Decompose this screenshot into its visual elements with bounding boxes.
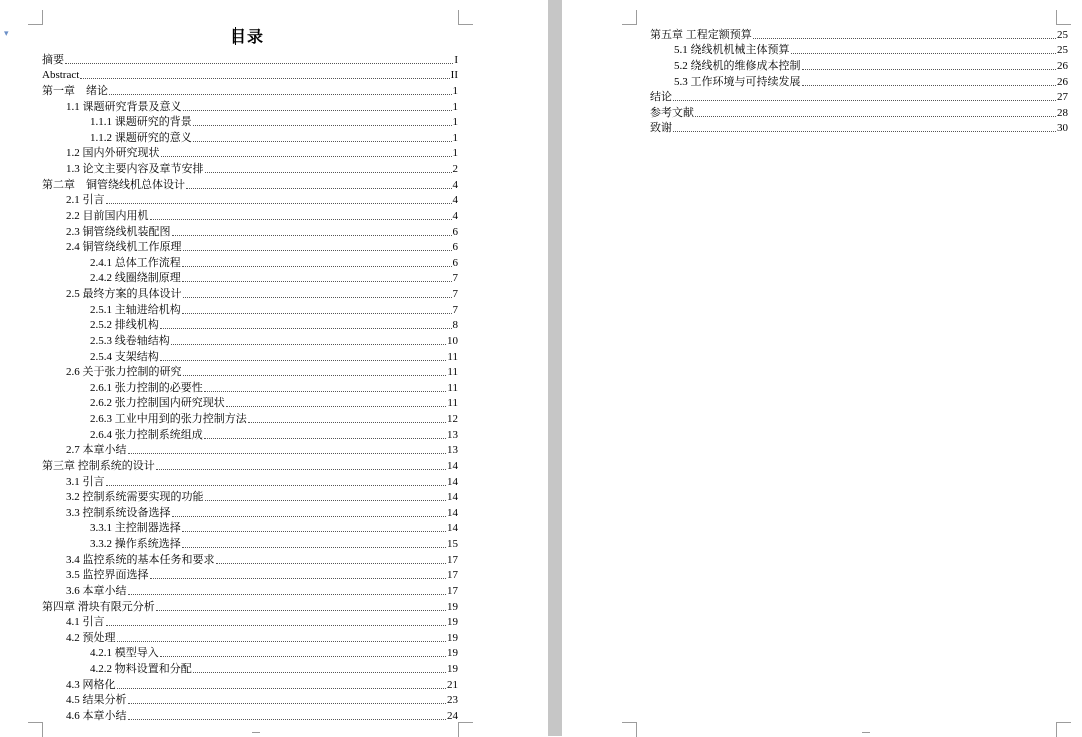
toc-page-number: 11 — [447, 397, 458, 410]
toc-page-number: 19 — [447, 600, 458, 613]
toc-dot-leader — [156, 610, 446, 611]
footer-mark — [862, 732, 870, 737]
toc-page-number: 25 — [1057, 44, 1068, 57]
toc-page-number: 26 — [1057, 59, 1068, 72]
toc-entry-text: 1.1.2 课题研究的意义 — [90, 131, 192, 144]
toc-entry[interactable] — [42, 145, 458, 161]
toc-dot-leader — [193, 125, 452, 126]
toc-entry[interactable] — [42, 114, 458, 130]
toc-entry-text: 2.6.2 张力控制国内研究现状 — [90, 397, 225, 410]
toc-dot-leader — [193, 672, 446, 673]
toc-page-number: 21 — [447, 678, 458, 691]
toc-entry-text: 3.3.2 操作系统选择 — [90, 538, 181, 550]
toc-entry[interactable] — [42, 707, 458, 723]
toc-entry-text: 4.3 网格化 — [66, 678, 116, 691]
toc-page-number: I — [454, 53, 458, 66]
toc-entry[interactable] — [42, 504, 458, 520]
toc-entry-text: 4.1 引言 — [66, 616, 105, 629]
toc-dot-leader — [183, 375, 447, 376]
toc-entry-text: 2.5.4 支架结构 — [90, 350, 159, 363]
toc-entry[interactable] — [42, 442, 458, 458]
toc-dot-leader — [150, 578, 447, 579]
toc-page-number: 19 — [447, 647, 458, 660]
page-corner-mark-top-right — [1056, 10, 1071, 25]
toc-entry[interactable] — [42, 51, 458, 67]
footer-mark — [252, 732, 260, 737]
toc-entry-text: 2.7 本章小结 — [66, 444, 127, 457]
toc-entry-text: 摘要 — [42, 53, 64, 66]
page-corner-mark-bottom-right — [1056, 722, 1071, 737]
toc-page-number: 14 — [447, 491, 458, 504]
toc-dot-leader — [791, 53, 1057, 54]
toc-entry[interactable] — [42, 67, 458, 83]
toc-entry-text: 5.2 绕线机的维修成本控制 — [674, 59, 801, 72]
toc-entry[interactable] — [42, 660, 458, 676]
toc-entry[interactable] — [42, 129, 458, 145]
toc-entry-text: 4.2.2 物料设置和分配 — [90, 663, 192, 675]
page-corner-mark-top-right — [458, 10, 473, 25]
toc-entry-text: 2.4.2 线圈绕制原理 — [90, 272, 181, 285]
toc-list-right — [650, 26, 1068, 135]
toc-entry[interactable] — [42, 520, 458, 536]
page-corner-mark-bottom-left — [28, 722, 43, 737]
toc-dot-leader — [172, 516, 447, 517]
toc-entry-text: 3.5 监控界面选择 — [66, 569, 149, 582]
toc-entry-text: 结论 — [650, 91, 672, 104]
toc-dot-leader — [109, 94, 452, 95]
toc-entry[interactable] — [42, 457, 458, 473]
toc-entry[interactable] — [42, 254, 458, 270]
toc-entry[interactable] — [42, 207, 458, 223]
toc-dot-leader — [183, 297, 452, 298]
toc-entry-text: 4.2 预处理 — [66, 631, 116, 644]
toc-entry-text: 第三章 控制系统的设计 — [42, 459, 155, 472]
toc-entry-text: 第一章 绪论 — [42, 84, 108, 97]
toc-entry[interactable] — [42, 426, 458, 442]
page-corner-mark-bottom-right — [458, 722, 473, 737]
page-corner-mark-bottom-left — [622, 722, 637, 737]
toc-page-number: 19 — [447, 616, 458, 629]
toc-page-number: 13 — [447, 444, 458, 457]
toc-dot-leader — [182, 547, 446, 548]
toc-entry[interactable] — [42, 473, 458, 489]
toc-entry-text: 2.4.1 总体工作流程 — [90, 256, 181, 269]
toc-page-number: 17 — [447, 569, 458, 582]
toc-entry[interactable] — [42, 348, 458, 364]
toc-dot-leader — [183, 250, 452, 251]
toc-entry[interactable] — [650, 26, 1068, 42]
toc-page-number: 1 — [452, 131, 458, 144]
toc-dot-leader — [161, 156, 452, 157]
toc-page-number: 1 — [452, 116, 458, 129]
toc-page-number: 14 — [447, 522, 458, 535]
toc-page-number: 24 — [447, 709, 458, 722]
toc-entry-text: 第二章 铜管绕线机总体设计 — [42, 178, 185, 191]
toc-entry[interactable] — [42, 489, 458, 505]
toc-entry[interactable] — [42, 82, 458, 98]
toc-dot-leader — [160, 328, 452, 329]
toc-page-number: 1 — [452, 84, 458, 97]
toc-dot-leader — [204, 438, 446, 439]
toc-dot-leader — [117, 641, 447, 642]
toc-dot-leader — [205, 500, 447, 501]
toc-entry-text: 2.6.4 张力控制系统组成 — [90, 428, 203, 441]
toc-page-number: 23 — [447, 694, 458, 707]
toc-dot-leader — [193, 141, 452, 142]
toc-entry[interactable] — [650, 57, 1068, 73]
toc-dot-leader — [172, 235, 452, 236]
page-gap — [548, 0, 562, 736]
toc-entry-text: 1.1.1 课题研究的背景 — [90, 116, 192, 129]
toc-entry[interactable] — [42, 301, 458, 317]
toc-page-number: 13 — [447, 428, 458, 441]
toc-entry[interactable] — [650, 89, 1068, 105]
toc-entry[interactable] — [42, 270, 458, 286]
toc-dot-leader — [106, 203, 452, 204]
page-corner-mark-top-left — [622, 10, 637, 25]
toc-dot-leader — [80, 78, 449, 79]
toc-page-number: 15 — [447, 538, 458, 550]
toc-dot-leader — [160, 360, 447, 361]
toc-entry-text: Abstract — [42, 69, 80, 82]
toc-entry-text: 3.4 监控系统的基本任务和要求 — [66, 553, 215, 566]
toc-page-number: 6 — [452, 241, 458, 254]
toc-dot-leader — [160, 656, 446, 657]
toc-entry-text: 2.6.1 张力控制的必要性 — [90, 381, 203, 394]
toc-entry[interactable] — [42, 364, 458, 380]
toc-dot-leader — [150, 219, 452, 220]
toc-entry[interactable] — [42, 395, 458, 411]
toc-dot-leader — [128, 719, 447, 720]
toc-page-number: 7 — [452, 272, 458, 285]
toc-entry-text: 3.3.1 主控制器选择 — [90, 522, 181, 535]
toc-page-number: 17 — [447, 584, 458, 597]
toc-entry-text: 第五章 工程定额预算 — [650, 28, 752, 41]
toc-entry[interactable] — [42, 176, 458, 192]
toc-entry-text: 3.6 本章小结 — [66, 584, 127, 597]
toc-list-left — [42, 51, 458, 723]
toc-dot-leader — [183, 110, 452, 111]
toc-page-number: 8 — [452, 319, 458, 332]
toc-dot-leader — [182, 313, 452, 314]
toc-dot-leader — [128, 594, 447, 595]
toc-dot-leader — [673, 131, 1056, 132]
toc-page-number: 19 — [447, 631, 458, 644]
toc-entry-text: 3.1 引言 — [66, 475, 105, 488]
toc-page-number: 11 — [447, 350, 458, 363]
toc-entry-text: 4.6 本章小结 — [66, 709, 127, 722]
toc-page-number: 30 — [1057, 122, 1068, 135]
toc-entry-text: 2.2 目前国内用机 — [66, 209, 149, 222]
toc-page-number: 14 — [447, 459, 458, 472]
toc-page-number: 19 — [447, 663, 458, 675]
toc-entry[interactable] — [42, 285, 458, 301]
toc-entry[interactable] — [42, 535, 458, 551]
toc-entry[interactable] — [42, 692, 458, 708]
toc-page-number: 1 — [452, 147, 458, 160]
toc-entry-text: 致谢 — [650, 122, 672, 135]
toc-page-number: 7 — [452, 288, 458, 300]
toc-entry-text: 2.4 铜管绕线机工作原理 — [66, 241, 182, 254]
toc-page-number: 17 — [447, 553, 458, 566]
toc-page-number: 6 — [452, 256, 458, 269]
page-corner-mark-top-left — [28, 10, 43, 25]
toc-entry-text: 5.3 工作环境与可持续发展 — [674, 75, 801, 88]
toc-page-number: 4 — [452, 194, 458, 207]
toc-page-number: 6 — [452, 225, 458, 238]
toc-dot-leader — [117, 688, 447, 689]
toc-entry-text: 2.3 铜管绕线机装配图 — [66, 225, 171, 238]
toc-page-number: 14 — [447, 506, 458, 519]
toc-page-number: 7 — [452, 303, 458, 316]
toc-entry[interactable] — [42, 645, 458, 661]
toc-entry-text: 2.1 引言 — [66, 194, 105, 207]
toc-dot-leader — [695, 116, 1056, 117]
toc-entry-text: 2.5.1 主轴进给机构 — [90, 303, 181, 316]
toc-dot-leader — [106, 485, 447, 486]
toc-entry-text: 5.1 绕线机机械主体预算 — [674, 44, 790, 57]
toc-dot-leader — [802, 85, 1057, 86]
toc-entry-text: 2.5 最终方案的具体设计 — [66, 288, 182, 300]
toc-page-number: 11 — [447, 381, 458, 394]
toc-entry[interactable] — [42, 239, 458, 255]
toc-dot-leader — [186, 188, 452, 189]
toc-entry[interactable] — [650, 104, 1068, 120]
toc-entry-text: 4.2.1 模型导入 — [90, 647, 159, 660]
toc-entry-text: 3.2 控制系统需要实现的功能 — [66, 491, 204, 504]
toc-entry-text: 2.6 关于张力控制的研究 — [66, 366, 182, 379]
toc-dot-leader — [802, 69, 1057, 70]
toc-entry[interactable] — [42, 192, 458, 208]
toc-entry[interactable] — [650, 73, 1068, 89]
toc-entry[interactable] — [42, 223, 458, 239]
toc-page-number: 1 — [452, 100, 458, 113]
collapse-arrow-icon[interactable]: ▾ — [4, 29, 9, 39]
toc-entry[interactable] — [42, 676, 458, 692]
toc-dot-leader — [753, 38, 1056, 39]
toc-entry[interactable] — [42, 598, 458, 614]
toc-title[interactable]: 目录 — [230, 27, 265, 46]
toc-entry-text: 4.5 结果分析 — [66, 694, 127, 707]
toc-entry[interactable] — [42, 410, 458, 426]
toc-entry-text: 3.3 控制系统设备选择 — [66, 506, 171, 519]
toc-entry[interactable] — [42, 332, 458, 348]
toc-entry-text: 1.3 论文主要内容及章节安排 — [66, 163, 204, 175]
toc-entry[interactable] — [650, 120, 1068, 136]
toc-entry[interactable] — [42, 379, 458, 395]
toc-dot-leader — [204, 391, 447, 392]
toc-entry[interactable] — [42, 317, 458, 333]
toc-entry[interactable] — [42, 614, 458, 630]
toc-dot-leader — [182, 266, 452, 267]
toc-entry-text: 参考文献 — [650, 106, 694, 119]
toc-page-number: 14 — [447, 475, 458, 488]
toc-dot-leader — [205, 172, 452, 173]
toc-page-number: 26 — [1057, 75, 1068, 88]
toc-page-number: 28 — [1057, 106, 1068, 119]
toc-page-number: 12 — [447, 413, 458, 425]
toc-entry-text: 1.2 国内外研究现状 — [66, 147, 160, 160]
toc-entry-text: 2.6.3 工业中用到的张力控制方法 — [90, 413, 247, 425]
toc-page-number: 10 — [447, 334, 458, 347]
toc-entry[interactable] — [42, 582, 458, 598]
toc-dot-leader — [248, 422, 446, 423]
toc-page-number: 11 — [447, 366, 458, 379]
toc-dot-leader — [65, 63, 453, 64]
toc-page-number: 4 — [452, 209, 458, 222]
toc-entry-text: 第四章 滑块有限元分析 — [42, 600, 155, 613]
toc-page-number: 25 — [1057, 28, 1068, 41]
toc-dot-leader — [128, 453, 447, 454]
toc-page-number: 27 — [1057, 91, 1068, 104]
toc-dot-leader — [106, 625, 447, 626]
toc-page-number: II — [450, 69, 458, 82]
toc-entry[interactable] — [42, 567, 458, 583]
toc-entry[interactable] — [42, 160, 458, 176]
toc-entry-text: 1.1 课题研究背景及意义 — [66, 100, 182, 113]
toc-page-number: 4 — [452, 178, 458, 191]
toc-dot-leader — [216, 563, 447, 564]
toc-dot-leader — [226, 406, 447, 407]
toc-entry[interactable] — [42, 629, 458, 645]
toc-entry[interactable] — [42, 98, 458, 114]
toc-dot-leader — [128, 703, 447, 704]
toc-dot-leader — [182, 281, 452, 282]
toc-dot-leader — [156, 469, 446, 470]
toc-entry-text: 2.5.3 线卷轴结构 — [90, 334, 170, 347]
toc-dot-leader — [182, 531, 446, 532]
toc-entry[interactable] — [42, 551, 458, 567]
toc-dot-leader — [171, 344, 446, 345]
toc-entry[interactable] — [650, 42, 1068, 58]
toc-entry-text: 2.5.2 排线机构 — [90, 319, 159, 332]
toc-page-number: 2 — [452, 163, 458, 175]
toc-dot-leader — [673, 100, 1056, 101]
